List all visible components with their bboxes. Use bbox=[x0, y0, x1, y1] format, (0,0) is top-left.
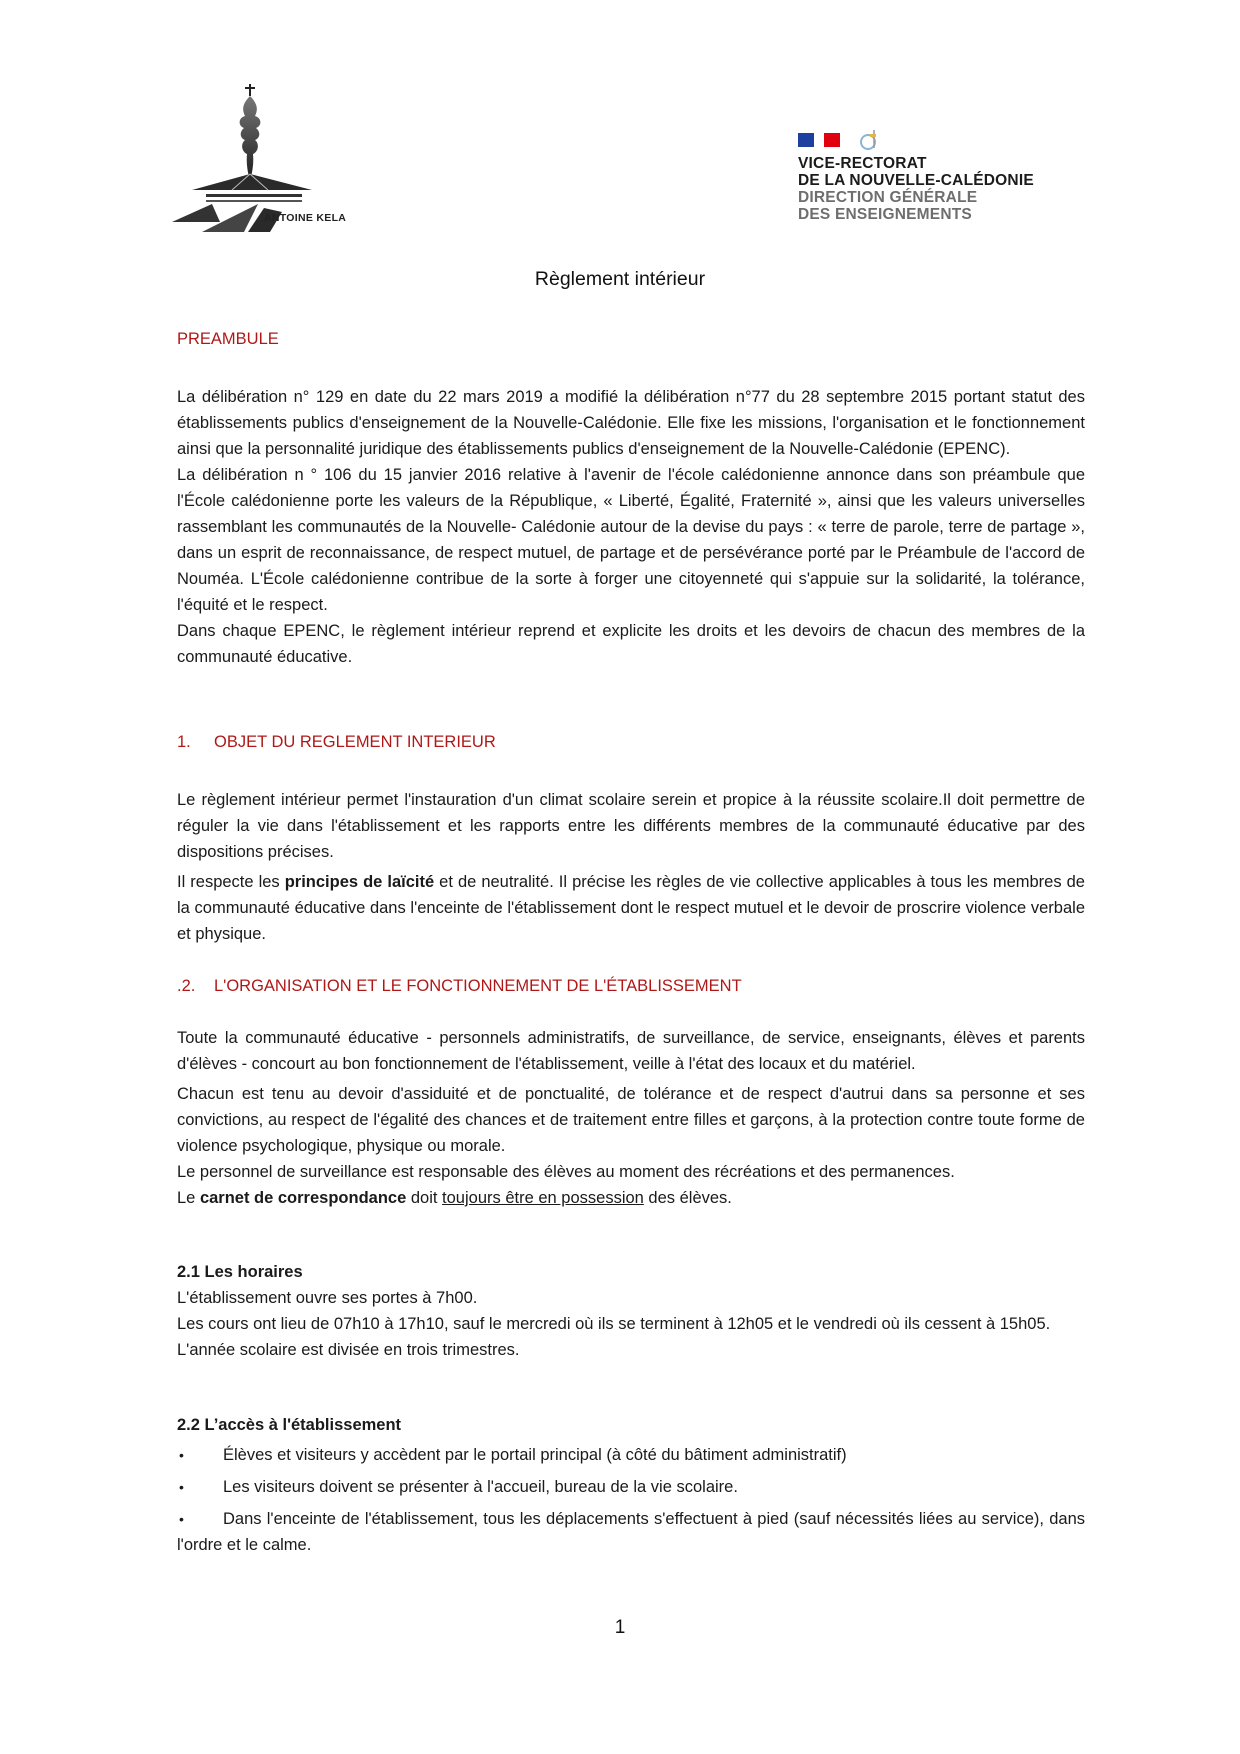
section-2-title: L'ORGANISATION ET LE FONCTIONNEMENT DE L'ÉTABLISSEMENT bbox=[214, 977, 742, 995]
school-logo-caption: ANTOINE KELA bbox=[264, 212, 347, 224]
section-2-heading bbox=[177, 977, 742, 996]
carnet-emphasis: carnet de correspondance bbox=[199, 1189, 407, 1207]
vice-rectorat-logo bbox=[798, 122, 1078, 232]
preambule-heading: PREAMBULE bbox=[177, 330, 279, 348]
vice-rectorat-line-4: DES ENSEIGNEMENTS bbox=[798, 206, 972, 223]
section-1-heading bbox=[177, 733, 496, 752]
possession-emphasis: toujours être en possession bbox=[442, 1189, 644, 1207]
section-1-number: 1. bbox=[177, 733, 191, 751]
subsection-2-2 bbox=[177, 1412, 1085, 1558]
school-logo bbox=[172, 82, 372, 237]
preambule-body bbox=[177, 384, 1085, 670]
preambule-paragraph: Dans chaque EPENC, le règlement intérieur reprend et explicite les droits et les devoirs de chacun des membres de la communauté éducative. bbox=[177, 622, 1085, 666]
section-2-paragraph: Toute la communauté éducative - personnels administratifs, de surveillance, de service, enseignants, élèves et parents d'élèves - concourt au bon fonctionnement de l'établissement, veille à l'état des locaux et du matériel. bbox=[177, 1029, 1085, 1073]
list-item: • Élèves et visiteurs y accèdent par le portail principal (à côté du bâtiment administratif) bbox=[177, 1442, 1085, 1468]
section-2-paragraph: Le carnet de correspondance doit toujours être en possession des élèves. bbox=[177, 1189, 732, 1207]
vice-rectorat-line-2: DE LA NOUVELLE-CALÉDONIE bbox=[798, 172, 1034, 189]
horaires-line: L'établissement ouvre ses portes à 7h00. bbox=[177, 1289, 478, 1307]
page-title: Règlement intérieur bbox=[534, 268, 706, 290]
section-1-paragraph: Il respecte les principes de laïcité et de neutralité. Il précise les règles de vie collective applicables à tous les membres de la communauté éducative dans l'enceinte de l'établissement dont le respect mutuel et le devoir de proscrire violence verbale et physique. bbox=[177, 873, 1085, 943]
preambule-paragraph: La délibération n° 129 en date du 22 mars 2019 a modifié la délibération n°77 du 28 septembre 2015 portant statut des établissements publics d'enseignement de la Nouvelle-Calédonie. Elle fixe les missions, l'organisation et le fonctionnement ainsi que la personnalité juridique des établissements publics d'enseignement de la Nouvelle-Calédonie (EPENC). bbox=[177, 388, 1085, 458]
section-2-paragraph: Chacun est tenu au devoir d'assiduité et de ponctualité, de tolérance et de respect d'autrui dans sa personne et ses convictions, au respect de l'égalité des chances et de traitement entre filles et garçons, à la protection contre toute forme de violence psychologique, physique ou morale. bbox=[177, 1085, 1085, 1155]
section-1-title: OBJET DU REGLEMENT INTERIEUR bbox=[214, 733, 496, 751]
section-2-body bbox=[177, 1025, 1085, 1211]
bullet-icon: • bbox=[179, 1479, 184, 1495]
list-item: • Dans l'enceinte de l'établissement, tous les déplacements s'effectuent à pied (sauf nécessités liées au service), dans l'ordre et le calme. bbox=[177, 1506, 1085, 1558]
bullet-icon: • bbox=[179, 1511, 184, 1527]
vice-rectorat-line-3: DIRECTION GÉNÉRALE bbox=[798, 189, 978, 206]
section-1-body bbox=[177, 787, 1085, 947]
republique-francaise-flag-icon bbox=[798, 130, 908, 150]
horaires-line: L'année scolaire est divisée en trois trimestres. bbox=[177, 1341, 520, 1359]
section-1-paragraph: Le règlement intérieur permet l'instauration d'un climat scolaire serein et propice à la réussite scolaire.Il doit permettre de réguler la vie dans l'établissement et les rapports entre les différents membres de la communauté éducative par des dispositions précises. bbox=[177, 791, 1085, 861]
vice-rectorat-line-1: VICE-RECTORAT bbox=[798, 155, 927, 172]
laicite-emphasis: principes de laïcité bbox=[284, 873, 435, 891]
list-item: • Les visiteurs doivent se présenter à l'accueil, bureau de la vie scolaire. bbox=[177, 1474, 1085, 1500]
section-2-number: .2. bbox=[177, 977, 196, 995]
subsection-2-1 bbox=[177, 1259, 1085, 1363]
subsection-2-2-heading: 2.2 L’accès à l'établissement bbox=[177, 1416, 402, 1434]
preambule-paragraph: La délibération n ° 106 du 15 janvier 2016 relative à l'avenir de l'école calédonienne annonce dans son préambule que l'École calédonienne porte les valeurs de la République, « Liberté, Égalité, Fraternité », ainsi que les valeurs universelles rassemblant les communautés de la Nouvelle- Calédonie autour de la devise du pays : « terre de parole, terre de partage », dans un esprit de reconnaissance, de respect mutuel, de partage et de persévérance porté par le Préambule de l'accord de Nouméa. L'École calédonienne contribue de la sorte à forger une citoyenneté qui s'appuie sur la solidarité, la tolérance, l'équité et le respect. bbox=[177, 466, 1085, 614]
section-2-paragraph: Le personnel de surveillance est responsable des élèves au moment des récréations et des permanences. bbox=[177, 1163, 955, 1181]
page-number: 1 bbox=[614, 1617, 626, 1638]
bullet-icon: • bbox=[179, 1447, 184, 1463]
horaires-line: Les cours ont lieu de 07h10 à 17h10, sauf le mercredi où ils se terminent à 12h05 et le vendredi où ils cessent à 15h05. bbox=[177, 1315, 1051, 1333]
subsection-2-1-heading: 2.1 Les horaires bbox=[177, 1263, 303, 1281]
